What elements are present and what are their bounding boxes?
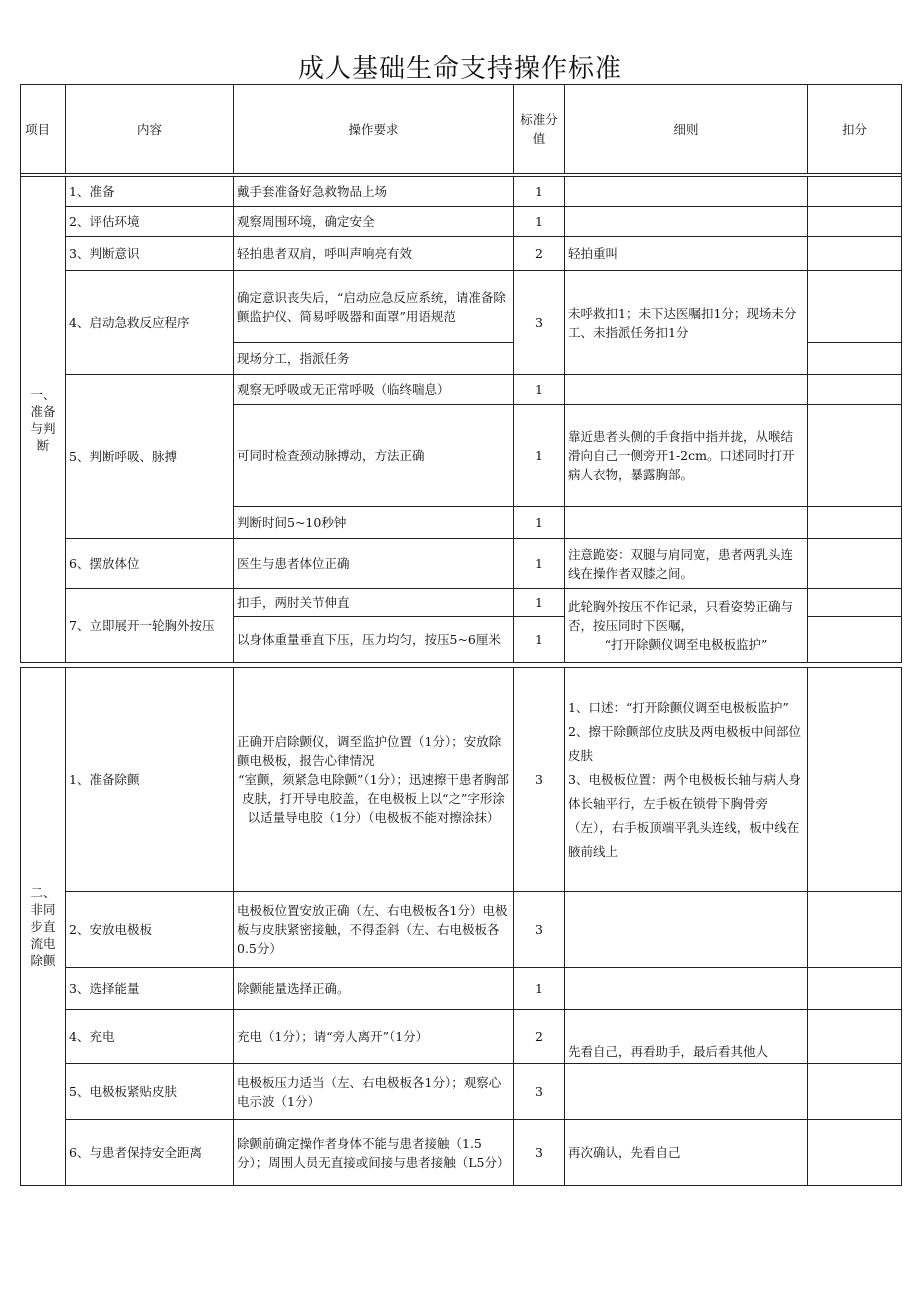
row-requirement: 充电（1分）；请“旁人离开”（1分） — [234, 1010, 514, 1064]
header-deduct: 扣分 — [808, 85, 902, 174]
table-row — [21, 1120, 902, 1186]
row-score: 2 — [514, 1010, 565, 1064]
header-score: 标准分值 — [514, 85, 565, 174]
row-score: 2 — [514, 237, 565, 271]
table-row — [21, 1010, 902, 1064]
row-content: 3、判断意识 — [66, 237, 234, 271]
row-requirement: 轻拍患者双肩，呼叫声响亮有效 — [234, 237, 514, 271]
table-row — [21, 668, 902, 892]
row-content: 7、立即展开一轮胸外按压 — [66, 589, 234, 663]
row-requirement: 戴手套准备好急救物品上场 — [234, 177, 514, 207]
row-requirement: 以身体重量垂直下压，压力均匀，按压5~6厘米 — [234, 617, 514, 663]
row-score: 1 — [514, 207, 565, 237]
row-content: 2、安放电极板 — [66, 892, 234, 968]
row-requirement: 除颤能量选择正确。 — [234, 968, 514, 1010]
standard-table-section2 — [20, 667, 902, 1186]
row-requirement: 现场分工，指派任务 — [234, 343, 514, 375]
row-content: 6、与患者保持安全距离 — [66, 1120, 234, 1186]
row-requirement: 电极板压力适当（左、右电极板各1分）；观察心电示波（1分） — [234, 1064, 514, 1120]
row-score: 1 — [514, 539, 565, 589]
row-score: 3 — [514, 1064, 565, 1120]
row-requirement — [234, 668, 514, 892]
row-content: 5、判断呼吸、脉搏 — [66, 375, 234, 539]
header-detail: 细则 — [565, 85, 808, 174]
row-content: 1、准备除颤 — [66, 668, 234, 892]
table-header-row — [21, 85, 902, 174]
row-score: 1 — [514, 589, 565, 617]
table-row — [21, 207, 902, 237]
table-row — [21, 1064, 902, 1120]
row-requirement: 扣手，两肘关节伸直 — [234, 589, 514, 617]
row-requirement: 观察无呼吸或无正常呼吸（临终喘息） — [234, 375, 514, 405]
page-title: 成人基础生命支持操作标准 — [297, 54, 622, 84]
row-requirement: 可同时检查颈动脉搏动，方法正确 — [234, 405, 514, 507]
row-detail-line: 3、电极板位置：两个电极板长轴与病人身体长轴平行，左手板在锁骨下胸骨旁（左），右手板顶端平乳头连线，板中线在腋前线上 — [568, 771, 801, 859]
row-requirement-line: “室颤，须紧急电除颤”（1分）；迅速擦干患者胸部皮肤，打开导电胶盖，在电极板上以“之”字形涂以适量导电胶（1分）（电极板不能对擦涂抹） — [238, 772, 509, 825]
row-score: 1 — [514, 177, 565, 207]
header-content: 内容 — [66, 85, 234, 174]
row-content: 5、电极板紧贴皮肤 — [66, 1064, 234, 1120]
row-detail-line: 此轮胸外按压不作记录，只看姿势正确与否，按压同时下医嘱， — [568, 599, 794, 633]
row-detail: 注意跪姿：双腿与肩同宽，患者两乳头连线在操作者双膝之间。 — [565, 539, 808, 589]
row-score: 1 — [514, 507, 565, 539]
table-row — [21, 892, 902, 968]
row-score: 1 — [514, 375, 565, 405]
row-content: 2、评估环境 — [66, 207, 234, 237]
row-requirement: 观察周围环境，确定安全 — [234, 207, 514, 237]
row-detail: 轻拍重叫 — [565, 237, 808, 271]
table-row — [21, 968, 902, 1010]
row-score: 1 — [514, 405, 565, 507]
row-detail-line: 1、口述：“打开除颤仪调至电极板监护” — [568, 699, 789, 715]
row-detail-line: 2、擦干除颤部位皮肤及两电极板中间部位皮肤 — [568, 723, 801, 763]
row-requirement: 除颤前确定操作者身体不能与患者接触（1.5分）；周围人员无直接或间接与患者接触（L5分） — [234, 1120, 514, 1186]
row-content: 4、充电 — [66, 1010, 234, 1064]
table-row — [21, 539, 902, 589]
row-content: 1、准备 — [66, 177, 234, 207]
table-row — [21, 375, 902, 405]
row-content: 6、摆放体位 — [66, 539, 234, 589]
table-row — [21, 589, 902, 617]
row-detail — [565, 668, 808, 892]
row-requirement: 医生与患者体位正确 — [234, 539, 514, 589]
header-requirement: 操作要求 — [234, 85, 514, 174]
row-detail: 靠近患者头侧的手食指中指并拢，从喉结滑向自己一侧旁开1-2cm。口述同时打开病人衣物，暴露胸部。 — [565, 405, 808, 507]
row-score: 3 — [514, 668, 565, 892]
row-requirement: 判断时间5~10秒钟 — [234, 507, 514, 539]
section-label: 一、准备与判断 — [21, 177, 66, 663]
row-score: 1 — [514, 968, 565, 1010]
row-detail: 先看自己，再看助手，最后看其他人 — [565, 1010, 808, 1064]
row-detail — [565, 589, 808, 663]
row-score: 3 — [514, 1120, 565, 1186]
header-item: 项目 — [21, 85, 66, 174]
row-content: 4、启动急救反应程序 — [66, 271, 234, 375]
row-score: 3 — [514, 892, 565, 968]
section-label: 二、非同步直流电除颤 — [21, 668, 66, 1186]
row-detail: 未呼救扣1；未下达医嘱扣1分；现场未分工、未指派任务扣1分 — [565, 271, 808, 375]
standard-table — [20, 84, 902, 663]
table-row — [21, 237, 902, 271]
row-requirement-line: 正确开启除颤仪，调至监护位置（1分）；安放除颤电极板，报告心律情况 — [237, 734, 502, 768]
row-detail-line: “打开除颤仪调至电极板监护” — [604, 637, 768, 652]
row-score: 3 — [514, 271, 565, 375]
row-content: 3、选择能量 — [66, 968, 234, 1010]
row-requirement: 电极板位置安放正确（左、右电极板各1分）电极板与皮肤紧密接触，不得歪斜（左、右电极板各0.5分） — [234, 892, 514, 968]
table-row — [21, 271, 902, 343]
row-detail: 再次确认，先看自己 — [565, 1120, 808, 1186]
row-score: 1 — [514, 617, 565, 663]
row-requirement: 确定意识丧失后，“启动应急反应系统，请准备除颤监护仪、简易呼吸器和面罩”用语规范 — [234, 271, 514, 343]
table-row — [21, 177, 902, 207]
